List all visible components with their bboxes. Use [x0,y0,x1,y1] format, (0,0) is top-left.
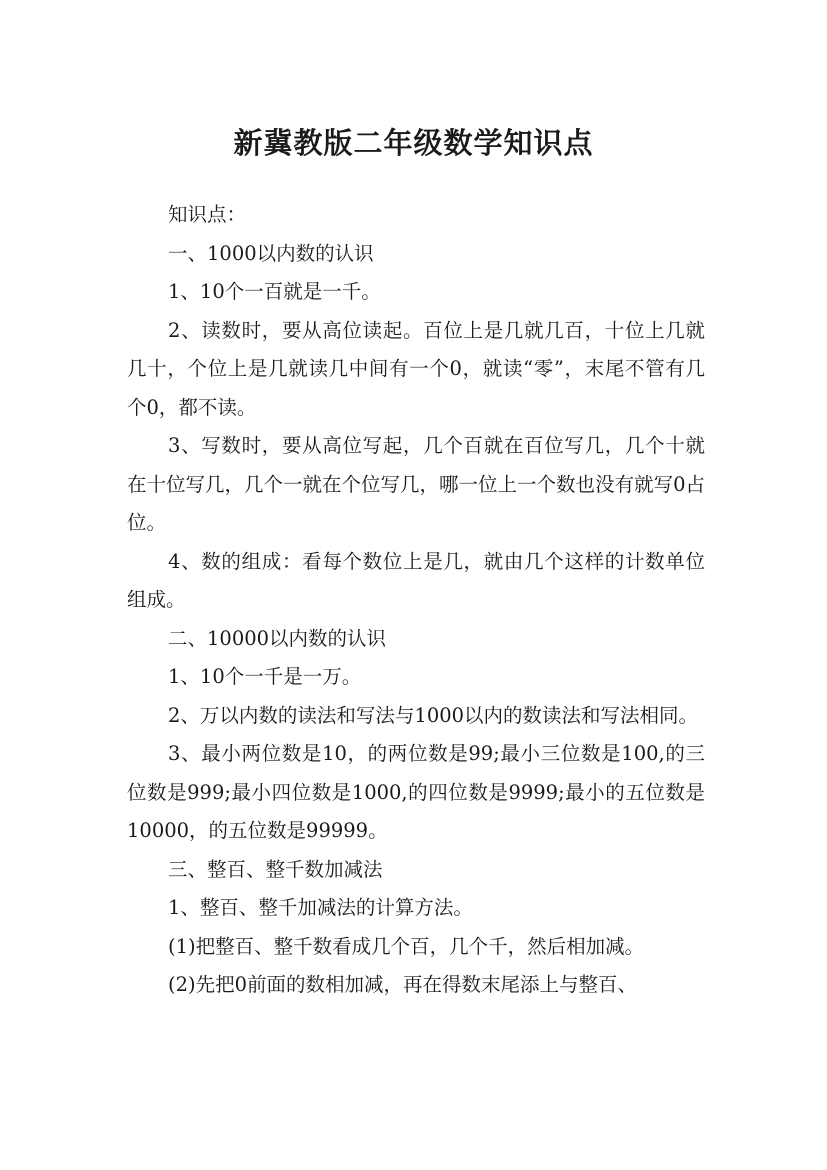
paragraph: 2、万以内数的读法和写法与1000以内的数读法和写法相同。 [168,703,699,727]
paragraph: 3、写数时，要从高位写起，几个百就在百位写几，几个十就在十位写几，几个一就在个位写几，哪一位上一个数也没有就写0占位。 [127,434,705,534]
paragraph: 1、整百、整千加减法的计算方法。 [168,896,473,919]
section-heading-1: 一、1000以内数的认识 [168,241,374,265]
paragraph-knowledge-heading: 知识点： [168,203,247,226]
document-body [127,196,705,1005]
paragraph: 4、数的组成：看每个数位上是几，就由几个这样的计数单位组成。 [127,549,705,611]
document-title: 新冀教版二年级数学知识点 [233,126,594,161]
paragraph: 1、10个一百就是一千。 [168,280,381,303]
paragraph: (2)先把0前面的数相加减，再在得数末尾添上与整百、 [168,973,638,996]
paragraph: 1、10个一千是一万。 [168,665,362,688]
paragraph: 2、读数时，要从高位读起。百位上是几就几百，十位上几就几十，个位上是几就读几中间有一个0，就读“零”，末尾不管有几个0，都不读。 [127,318,705,419]
paragraph: 3、最小两位数是10，的两位数是99;最小三位数是100,的三位数是999;最小四位数是1000,的四位数是9999;最小的五位数是10000，的五位数是99999。 [127,742,705,842]
paragraph: (1)把整百、整千数看成几个百，几个千，然后相加减。 [168,934,645,958]
section-heading-3: 三、整百、整千数加减法 [168,857,383,881]
section-heading-2: 二、10000以内数的认识 [168,626,387,650]
